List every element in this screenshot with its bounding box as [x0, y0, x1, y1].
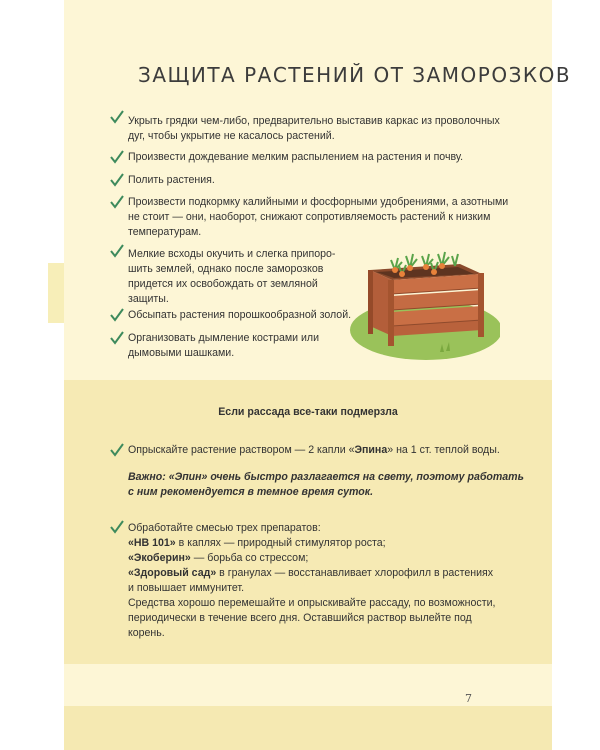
- list-item: Полить растения.: [128, 174, 215, 186]
- garden-bed-illustration: [340, 240, 500, 365]
- check-icon: [109, 150, 125, 164]
- box-item-epin: Опрыскайте растение раствором — 2 капли «Эпина» на 1 ст. теплой воды.: [128, 444, 500, 456]
- page-footer-band: [64, 706, 552, 750]
- list-item: Обсыпать растения порошкообразной золой.: [128, 309, 352, 321]
- check-icon: [109, 308, 125, 322]
- box-title: Если рассада все-таки подмерзла: [218, 406, 398, 418]
- check-icon: [109, 331, 125, 345]
- check-icon: [109, 244, 125, 258]
- side-tab: [48, 263, 64, 323]
- list-item: Мелкие всходы окучить и слегка припоро- шить землей, однако после заморозков придется их освобождать от земляной защиты.: [128, 248, 336, 305]
- box-item-mixture: Обработайте смесью трех препаратов: «НВ 101» в каплях — природный стимулятор роста; «Экоберин» — борьба со стрессом; «Здоровый сад» в гранулах — восстанавливает хлорофилл в растениях и повышает иммунитет. Средства хорошо перемешайте и опрыскивайте рассаду, по возможности, периодически в течение всего дня. Оставшийся раствор вылейте под корень.: [128, 522, 496, 639]
- bed-post: [368, 270, 373, 334]
- list-item: Произвести подкормку калийными и фосфорными удобрениями, а азотными не стоит — они, наоборот, снижают сопротивляемость растений к низким температурам.: [128, 196, 509, 238]
- bed-post: [388, 280, 394, 346]
- list-item: Укрыть грядки чем-либо, предварительно выставив каркас из проволочных дуг, чтобы укрытие не касалось растений.: [128, 115, 500, 142]
- check-icon: [109, 173, 125, 187]
- list-item: Организовать дымление кострами или дымовыми шашками.: [128, 332, 320, 359]
- list-item: Произвести дождевание мелким распылением на растения и почву.: [128, 151, 464, 163]
- page-number: 7: [465, 692, 472, 705]
- important-note: Важно: «Эпин» очень быстро разлагается на свету, поэтому работать с ним рекомендуется в темное время суток.: [128, 471, 524, 498]
- check-icon: [109, 195, 125, 209]
- check-icon: [109, 443, 125, 457]
- bed-post: [478, 273, 484, 337]
- page-title: ЗАЩИТА РАСТЕНИЙ ОТ ЗАМОРОЗКОВ: [138, 63, 572, 87]
- check-icon: [109, 520, 125, 534]
- check-icon: [109, 110, 125, 124]
